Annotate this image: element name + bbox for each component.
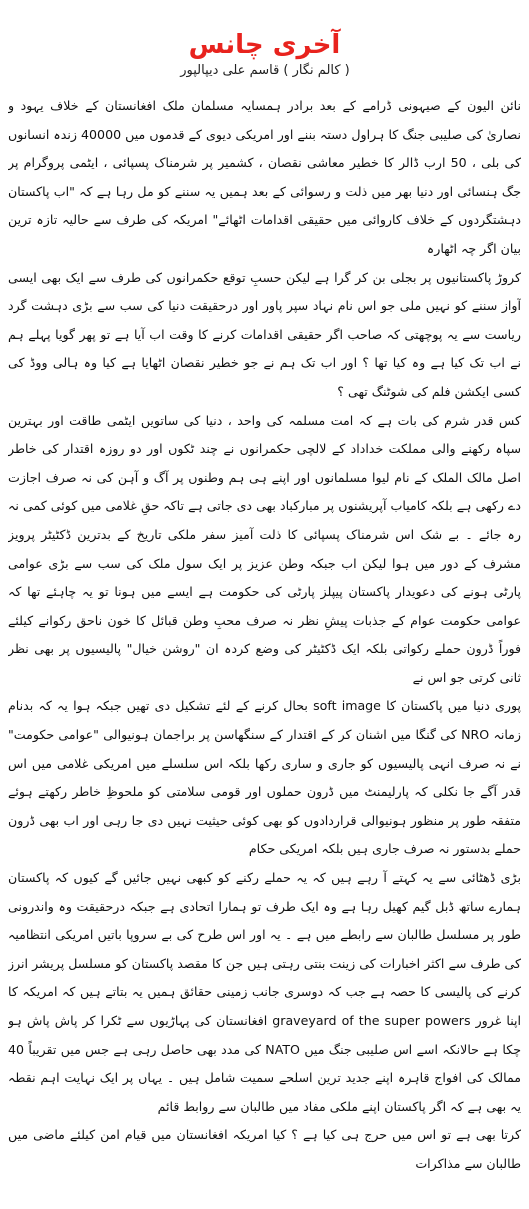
article-paragraph-2: کروڑ پاکستانیوں پر بجلی بن کر گرا ہے لیکن حسبِ توقع حکمرانوں کی طرف سے ایک بھی ایسی آواز سننے کو نہیں ملی جو اس نام نہاد سپر پاور اور درحقیقت دنیا کی سب سے بڑی دہشت گرد ریاست سے یہ پوچھتی کہ صاحب اگر حقیقی اقدامات کرنے کا وقت اب آیا ہے تو پھر گویا پہلے ہم نے اب تک کیا ہے وہ کیا تھا ؟ اور اب تک ہم نے جو خطیر نقصان اٹھایا ہے کیا وہ ہالی ووڈ کی کسی ایکشن فلم کی شوٹنگ تھی ؟ xyxy=(8,269,521,399)
article-paragraph-5: بڑی ڈھٹائی سے یہ کہتے آ رہے ہیں کہ یہ حملے رکنے کو کبھی نہیں جائیں گے کیوں کہ پاکستان ہمارے ساتھ ڈبل گیم کھیل رہا ہے وہ ایک طرف تو ہمارا اتحادی ہے جبکہ درحقیقت وہ واندرونی طور پر مسلسل طالبان سے رابطے میں ہے ۔ یہ اور اس طرح کی بے سروپا باتیں امریکی انتظامیہ کی طرف سے اکثر اخبارات کی زینت بنتی رہتی ہیں جن کا مقصد پاکستان کو مسلسل پریشر انرز کرنے کی پالیسی کا حصہ ہے جب کہ دوسری جانب زمینی حقائق ہمیں یہ بتاتے ہیں کہ امریکہ کا اپنا غرور graveyard of the super powers افغانستان کی پہاڑیوں سے ٹکرا کر پاش پاش ہو چکا ہے حالانکہ اسے اس صلیبی جنگ میں NATO کی مدد بھی حاصل رہی ہے جس میں تقریباً 40 ممالک کی افواج قاہرہ اپنے جدید ترین اسلحے سمیت شامل ہیں ۔ یہاں پر ایک نہایت اہم نقطہ یہ بھی ہے کہ اگر پاکستان اپنے ملکی مفاد میں طالبان سے روابط قائم xyxy=(8,870,521,1114)
article-paragraph-6: کرتا بھی ہے تو اس میں حرج ہی کیا ہے ؟ کیا امریکہ افغانستان میں قیام امن کیلئے ماضی میں طالبان سے مذاکرات xyxy=(8,1127,521,1171)
article-title: آخری چانس xyxy=(188,30,341,61)
article-body xyxy=(8,92,521,1204)
article-paragraph-3: کس قدر شرم کی بات ہے کہ امت مسلمہ کی واحد ، دنیا کی ساتویں ایٹمی طاقت اور بہترین سپاہ رکھنے والی مملکت خداداد کے لالچی حکمرانوں نے چند ٹکوں اور دو روزہ اقتدار کی خاطر اصل مالک الملک کے نام لیوا مسلمانوں اور اپنے ہی ہم وطنوں پر آگ و آہن کی نہ صرف اجازت دے رکھی ہے بلکہ کامیاب آپریشنوں پر مبارکباد بھی دی جاتی ہے تاکہ حقِ غلامی میں کوئی کمی نہ رہ جائے ۔ بے شک اس شرمناک پسپائی کا ذلت آمیز سفر ملکی تاریخ کے بدترین ڈکٹیٹر پرویز مشرف کے دور میں ہوا لیکن اب جبکہ وطن عزیز پر ایک سول ملک کی سب سے بڑی عوامی پارٹی ہونے کی دعویدار پاکستان پیپلز پارٹی کی حکومت ہے ایسے میں ہونا تو یہ چاہئے تھا کہ عوامی حکومت عوام کے جذبات پیشِ نظر نہ صرف محبِ وطن قبائل کا خون ناحق رکوانے کیلئے فوراً ڈرون حملے رکواتی بلکہ ایک ڈکٹیٹر کی وضع کردہ ان "روشن خیال" پالیسیوں پر بھی نظر ثانی کرتی جو اس نے xyxy=(8,412,521,685)
article-paragraph-1: نائن الیون کے صیہونی ڈرامے کے بعد برادر ہمسایہ مسلمان ملک افغانستان کے خلاف یہود و نصاریٰ کی صلیبی جنگ کا ہراول دستہ بننے اور امریکی دیوی کے قدموں میں 40000 زندہ انسانوں کی بلی ، 50 ارب ڈالر کا خطیر معاشی نقصان ، کشمیر پر شرمناک پسپائی ، ایٹمی پروگرام پر جگ ہنسائی اور دنیا بھر میں ذلت و رسوائی کے بعد ہمیں یہ سننے کو مل رہا ہے کہ "اب پاکستان دہشتگردوں کے خلاف کاروائی میں حقیقی اقدامات اٹھائے" امریکہ کی طرف سے حالیہ تازہ ترین بیان اگر چہ اٹھارہ xyxy=(8,98,521,256)
article-paragraph-4: پوری دنیا میں پاکستان کا soft image بحال کرنے کے لئے تشکیل دی تھیں جبکہ ہوا یہ کہ بدنام زمانہ NRO کی گنگا میں اشنان کر کے اقتدار کے سنگھاسن پر براجمان ہونیوالی "عوامی حکومت" نے نہ صرف انہی پالیسیوں کو جاری و ساری رکھا بلکہ اس سلسلے میں امریکی غلامی میں اس قدر آگے جا نکلی کہ پارلیمنٹ میں ڈرون حملوں اور قومی سلامتی کو ملحوظِ خاطر رکھتے ہوئے متفقہ طور پر منظور ہونیوالی قراردادوں کو بھی کوئی حیثیت نہیں دی جا رہی اور اب بھی ڈرون حملے بدستور نہ صرف جاری ہیں بلکہ امریکی حکام xyxy=(8,698,521,857)
article-byline: ( کالم نگار ) قاسم علی دیپالپور xyxy=(180,63,350,78)
